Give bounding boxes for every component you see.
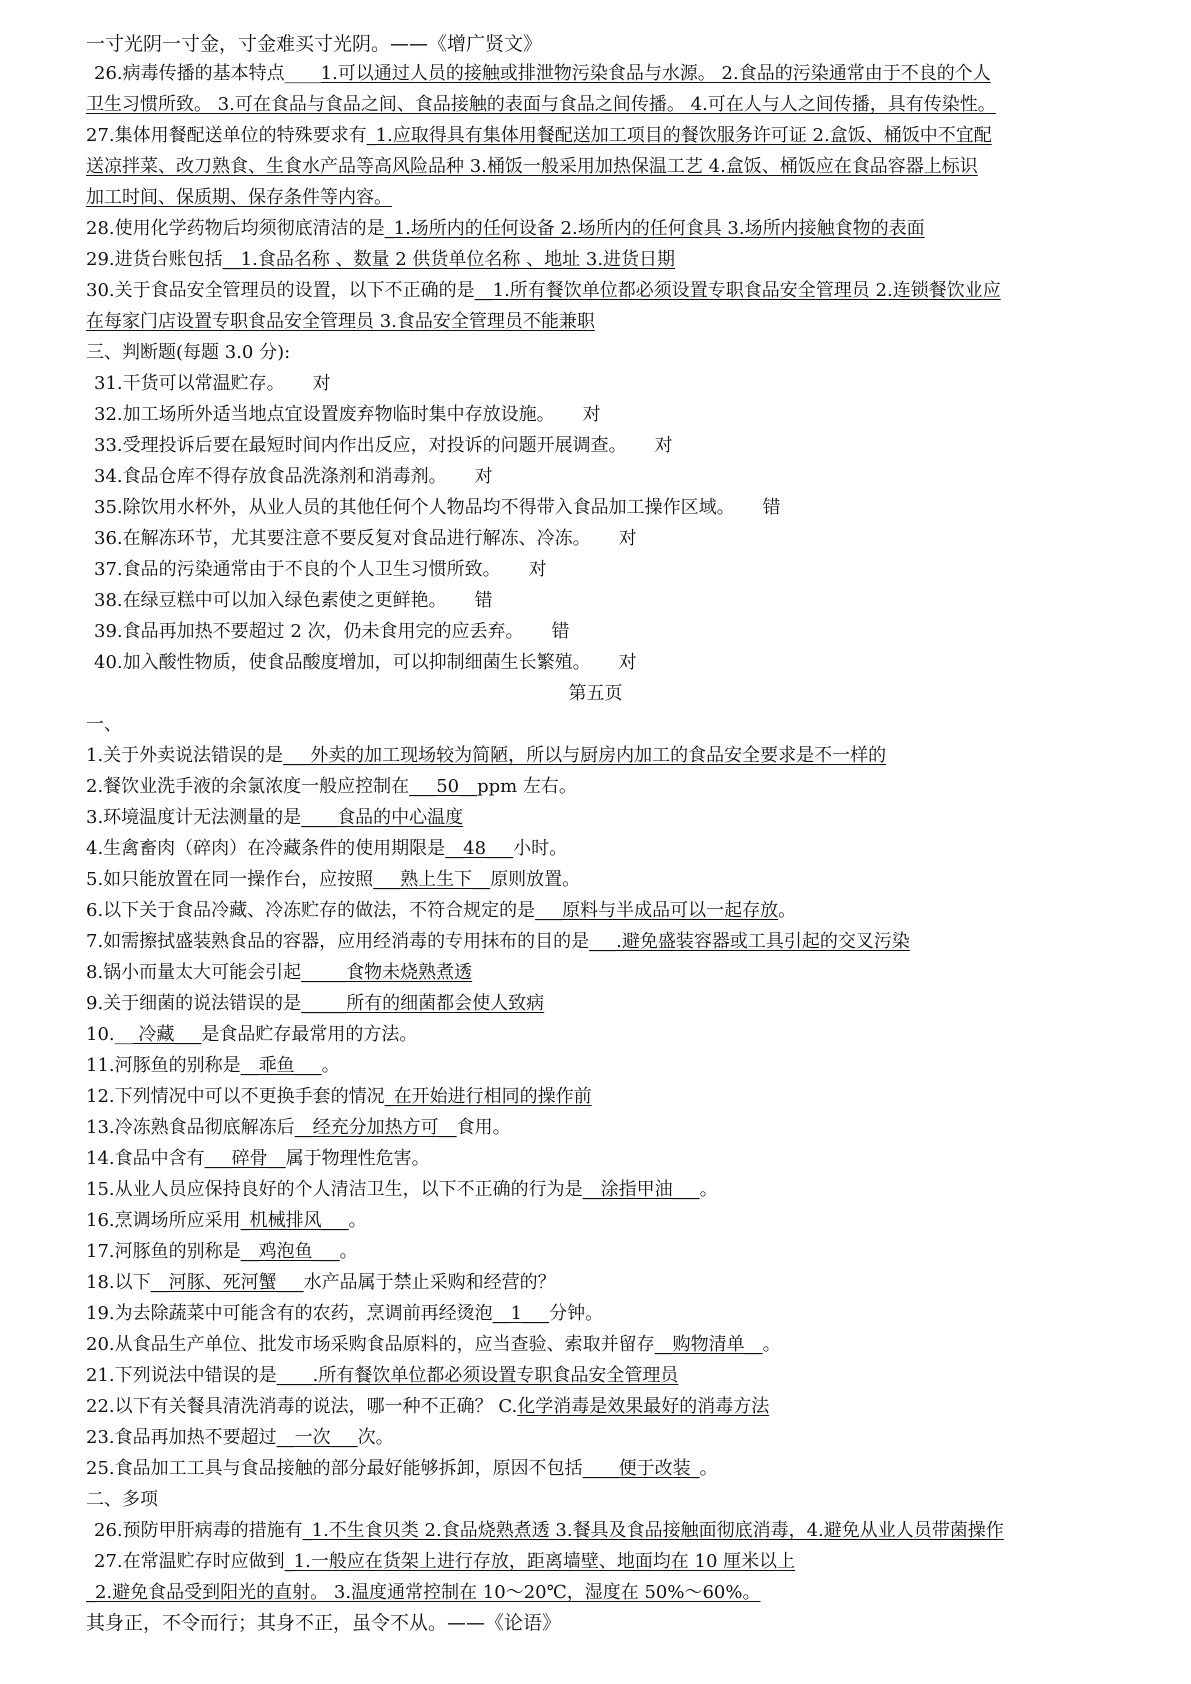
question-suffix: 小时。 [513, 838, 568, 859]
question-text: 25.食品加工工具与食品接触的部分最好能够拆卸，原因不包括 [86, 1458, 583, 1479]
question-text: 32.加工场所外适当地点宜设置废弃物临时集中存放设施。 [94, 404, 555, 425]
question-text: 28.使用化学药物后均须彻底清洁的是 [86, 218, 385, 239]
single-item [86, 1395, 769, 1419]
question-text: 20.从食品生产单位、批发市场采购食品原料的，应当查验、索取并留存 [86, 1334, 655, 1355]
answer-text: ___熟上生下__ [373, 869, 491, 890]
tf-item [94, 403, 601, 427]
answer-text: __经充分加热方可__ [294, 1117, 457, 1138]
question-text: 31.干货可以常温贮存。 [94, 373, 285, 394]
tf-answer: 对 [474, 466, 493, 487]
question-text: 39.食品再加热不要超过 2 次，仍未食用完的应丢弃。 [94, 621, 524, 642]
question-text: 17.河豚鱼的别称是 [86, 1241, 241, 1262]
answer-text: 化学消毒是效果最好的消毒方法 [517, 1396, 770, 1417]
answer-text: _1.不生食贝类 2.食品烧熟煮透 3.餐具及食品接触面彻底消毒，4.避免从业人员带菌操作 [302, 1520, 1004, 1541]
answer-text: __涂指甲油___ [582, 1179, 700, 1200]
question-suffix: 。 [321, 1055, 340, 1076]
mc-item [86, 248, 675, 272]
section-heading: 三、判断题(每题 3.0 分): [86, 342, 291, 363]
question-suffix: 是食品贮存最常用的方法。 [201, 1024, 418, 1045]
tf-answer: 对 [654, 435, 673, 456]
answer-text: _1.一般应在货架上进行存放，距离墙壁、地面均在 10 厘米以上 [284, 1551, 796, 1572]
question-suffix: 。 [699, 1179, 718, 1200]
question-suffix: 。 [699, 1458, 718, 1479]
question-text: 14.食品中含有 [86, 1148, 205, 1169]
question-text: 23.食品再加热不要超过 [86, 1427, 277, 1448]
answer-text: ____.所有餐饮单位都必须设置专职食品安全管理员 [276, 1365, 679, 1386]
question-text: 5.如只能放置在同一操作台，应按照 [86, 869, 374, 890]
tf-item [94, 434, 673, 458]
answer-text: _____食物未烧熟煮透 [301, 962, 473, 983]
mc-item [86, 279, 1001, 303]
tf-answer: 对 [582, 404, 601, 425]
tf-answer: 错 [551, 621, 570, 642]
mc-item [94, 62, 991, 86]
question-suffix: 食用。 [456, 1117, 511, 1138]
question-suffix: 分钟。 [549, 1303, 604, 1324]
question-text: 15.从业人员应保持良好的个人清洁卫生，以下不正确的行为是 [86, 1179, 583, 1200]
tf-item [94, 527, 637, 551]
tf-answer: 对 [618, 652, 637, 673]
header-quote: 一寸光阴一寸金，寸金难买寸光阴。——《增广贤文》 [86, 33, 543, 55]
answer-text: __鸡泡鱼___ [240, 1241, 340, 1262]
page-label: 第五页 [568, 683, 623, 704]
answer-text: 在每家门店设置专职食品安全管理员 3.食品安全管理员不能兼职 [86, 311, 595, 332]
single-item [86, 1085, 592, 1109]
question-suffix: 原则放置。 [490, 869, 581, 890]
tf-item [94, 558, 547, 582]
answer-text: _____所有的细菌都会使人致病 [301, 993, 545, 1014]
question-suffix: 。 [778, 900, 797, 921]
question-text: 40.加入酸性物质，使食品酸度增加，可以抑制细菌生长繁殖。 [94, 652, 591, 673]
answer-text: __乖鱼___ [240, 1055, 322, 1076]
answer-text: __48___ [445, 838, 514, 859]
question-text: 9.关于细菌的说法错误的是 [86, 993, 302, 1014]
question-text: 8.锅小而量太大可能会引起 [86, 962, 302, 983]
answer-text: _1.场所内的任何设备 2.场所内的任何食具 3.场所内接触食物的表面 [384, 218, 925, 239]
question-text: 29.进货台账包括 [86, 249, 223, 270]
answer-text: __1.食品名称 、数量 2 供货单位名称 、地址 3.进货日期 [222, 249, 676, 270]
question-text: 26.预防甲肝病毒的措施有 [94, 1520, 303, 1541]
answer-text: 加工时间、保质期、保存条件等内容。 [86, 187, 392, 208]
answer-text: _机械排风___ [240, 1210, 349, 1231]
answer-text: ___原料与半成品可以一起存放 [535, 900, 779, 921]
single-item [86, 1054, 340, 1078]
single-item [86, 899, 796, 923]
question-suffix: 。 [762, 1334, 781, 1355]
single-item [86, 775, 577, 799]
mc-item [86, 124, 992, 148]
tf-item [94, 651, 637, 675]
question-suffix: 。 [348, 1210, 367, 1231]
answer-text: _2.避免食品受到阳光的直射。 3.温度通常控制在 10～20℃，湿度在 50%～60%。 [86, 1582, 761, 1603]
multi-item [94, 1519, 1004, 1543]
tf-answer: 对 [312, 373, 331, 394]
answer-text: ___.避免盛装容器或工具引起的交叉污染 [589, 931, 910, 952]
single-item [86, 1426, 394, 1450]
answer-text: __1___ [492, 1303, 550, 1324]
tf-answer: 错 [762, 497, 781, 518]
section-heading: 二、多项 [86, 1489, 158, 1510]
question-text: 21.下列说法中错误的是 [86, 1365, 277, 1386]
single-item [86, 1178, 718, 1202]
single-item [86, 744, 886, 768]
single-item [86, 1364, 678, 1388]
tf-item [94, 620, 570, 644]
question-text: 27.在常温贮存时应做到 [94, 1551, 285, 1572]
question-suffix: 次。 [357, 1427, 394, 1448]
question-suffix: 。 [339, 1241, 358, 1262]
answer-text: __河豚、死河蟹___ [150, 1272, 304, 1293]
single-item [86, 1302, 603, 1326]
single-item [86, 961, 472, 985]
answer-text: __一次___ [276, 1427, 358, 1448]
multi-item [94, 1550, 795, 1574]
answer-text: __1.所有餐饮单位都必须设置专职食品安全管理员 2.连锁餐饮业应 [474, 280, 1001, 301]
question-text: 37.食品的污染通常由于不良的个人卫生习惯所致。 [94, 559, 501, 580]
question-text: 33.受理投诉后要在最短时间内作出反应，对投诉的问题开展调查。 [94, 435, 627, 456]
question-text: 22.以下有关餐具清洗消毒的说法，哪一种不正确？ C. [86, 1396, 518, 1417]
single-item [86, 1147, 430, 1171]
question-text: 36.在解冻环节，尤其要注意不要反复对食品进行解冻、冷冻。 [94, 528, 591, 549]
tf-answer: 对 [528, 559, 547, 580]
section-heading: 一、 [86, 714, 122, 735]
question-text: 38.在绿豆糕中可以加入绿色素使之更鲜艳。 [94, 590, 447, 611]
answer-text: 卫生习惯所致。 3.可在食品与食品之间、食品接触的表面与食品之间传播。 4.可在人与人之间传播，具有传染性。 [86, 94, 996, 115]
answer-text: 送凉拌菜、改刀熟食、生食水产品等高风险品种 3.桶饭一般采用加热保温工艺 4.盒饭、桶饭应在食品容器上标识 [86, 156, 978, 177]
question-text: 12.下列情况中可以不更换手套的情况 [86, 1086, 385, 1107]
tf-item [94, 372, 331, 396]
mc-item [86, 217, 925, 241]
question-suffix: 属于物理性危害。 [285, 1148, 430, 1169]
answer-text: ____便于改装_ [582, 1458, 700, 1479]
answer-text: 1.可以通过人员的接触或排泄物污染食品与水源。 2.食品的污染通常由于不良的个人 [320, 63, 991, 84]
tf-item [94, 496, 781, 520]
question-text: 35.除饮用水杯外，从业人员的其他任何个人物品均不得带入食品加工操作区域。 [94, 497, 735, 518]
answer-text: ___外卖的加工现场较为简陋，所以与厨房内加工的食品安全要求是不一样的 [283, 745, 887, 766]
footer-quote: 其身正，不令而行；其身不正，虽令不从。——《论语》 [86, 1612, 562, 1634]
answer-text: _在开始进行相同的操作前 [384, 1086, 592, 1107]
answer-text: ____食品的中心温度 [301, 807, 464, 828]
answer-text: __购物清单__ [654, 1334, 763, 1355]
tf-item [94, 589, 493, 613]
question-suffix: ppm 左右。 [477, 776, 577, 797]
single-item [86, 806, 463, 830]
question-text: 16.烹调场所应采用 [86, 1210, 241, 1231]
question-text: 19.为去除蔬菜中可能含有的农药，烹调前再经烫泡 [86, 1303, 493, 1324]
tf-answer: 错 [474, 590, 493, 611]
question-text: 11.河豚鱼的别称是 [86, 1055, 241, 1076]
question-text: 30.关于食品安全管理员的设置，以下不正确的是 [86, 280, 475, 301]
single-item [86, 1271, 556, 1295]
answer-text: 冷藏___ [132, 1024, 202, 1045]
tf-answer: 对 [618, 528, 637, 549]
question-text: 3.环境温度计无法测量的是 [86, 807, 302, 828]
single-item [86, 930, 910, 954]
question-text: 18.以下 [86, 1272, 151, 1293]
question-text: 10.__ [86, 1024, 133, 1045]
single-item [86, 1333, 781, 1357]
question-text: 4.生禽畜肉（碎肉）在冷藏条件的使用期限是 [86, 838, 446, 859]
tf-item [94, 465, 493, 489]
question-text: 13.冷冻熟食品彻底解冻后 [86, 1117, 295, 1138]
question-text: 7.如需擦拭盛装熟食品的容器，应用经消毒的专用抹布的目的是 [86, 931, 590, 952]
answer-text: _1.应取得具有集体用餐配送加工项目的餐饮服务许可证 2.盒饭、桶饭中不宜配 [366, 125, 992, 146]
single-item [86, 1116, 511, 1140]
question-text: 26.病毒传播的基本特点____ [94, 63, 321, 84]
answer-text: ___50__ [409, 776, 478, 797]
answer-text: ___碎骨__ [204, 1148, 286, 1169]
single-item [86, 837, 567, 861]
question-text: 34.食品仓库不得存放食品洗涤剂和消毒剂。 [94, 466, 447, 487]
single-item [86, 1209, 367, 1233]
single-item [86, 1023, 417, 1047]
single-item [86, 1457, 718, 1481]
single-item [86, 1240, 358, 1264]
multi-item [86, 1581, 760, 1605]
single-item [86, 868, 580, 892]
question-text: 2.餐饮业洗手液的余氯浓度一般应控制在 [86, 776, 410, 797]
question-text: 27.集体用餐配送单位的特殊要求有 [86, 125, 367, 146]
question-text: 1.关于外卖说法错误的是 [86, 745, 284, 766]
single-item [86, 992, 544, 1016]
question-text: 6.以下关于食品冷藏、冷冻贮存的做法，不符合规定的是 [86, 900, 536, 921]
question-suffix: 水产品属于禁止采购和经营的？ [303, 1272, 556, 1293]
